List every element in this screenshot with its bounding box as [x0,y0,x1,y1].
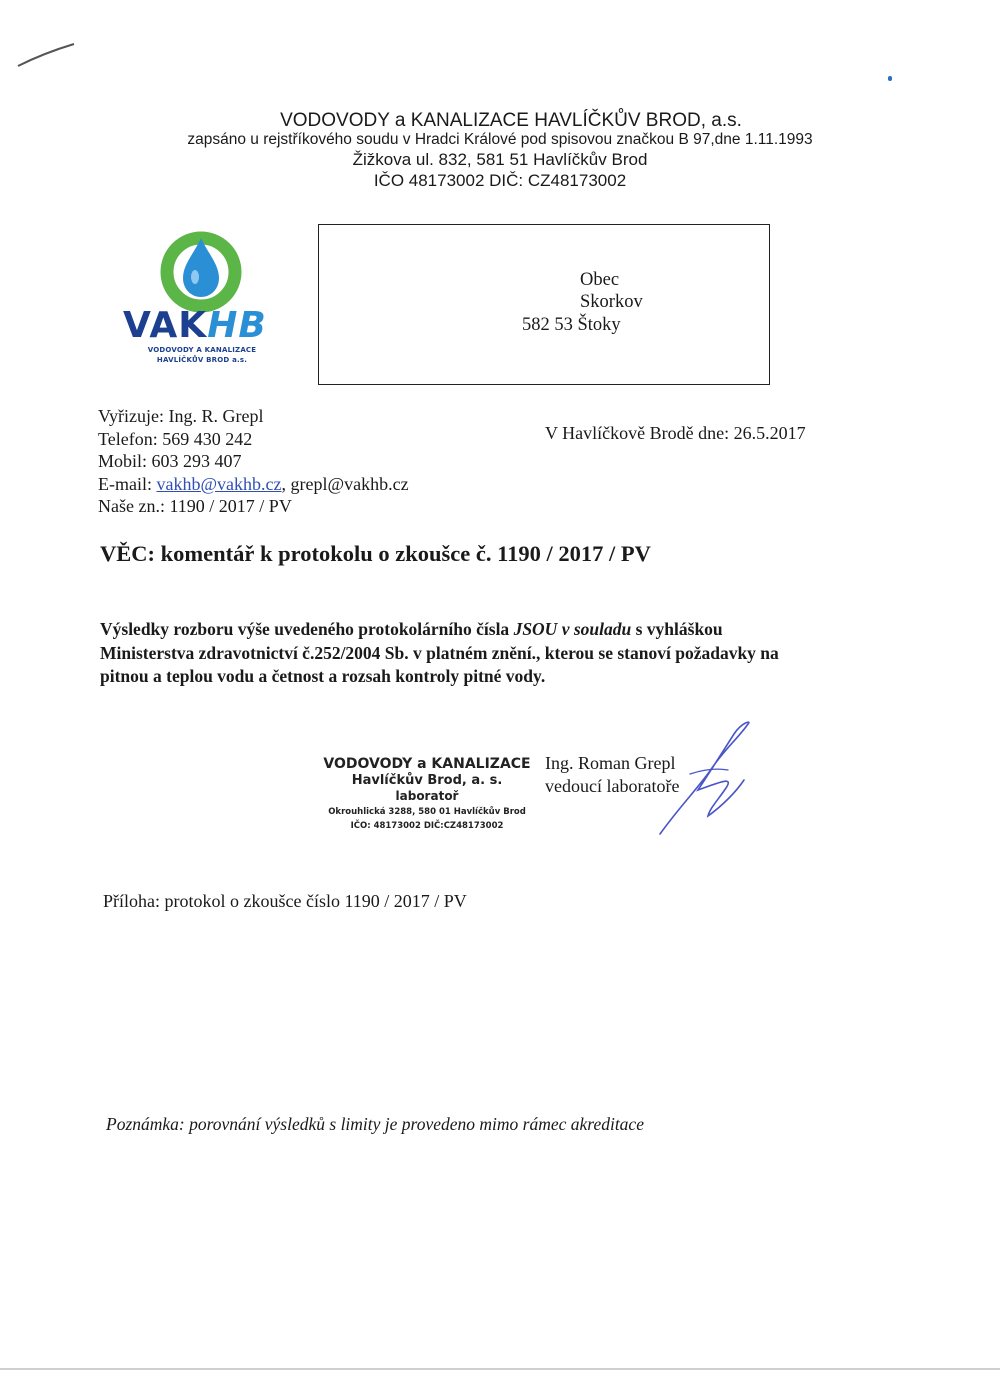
contact-reference: Naše zn.: 1190 / 2017 / PV [98,496,292,516]
body-line-3: pitnou a teplou vodu a četnost a rozsah kontroly pitné vody. [100,666,546,686]
stamp-line-3: laboratoř [395,789,459,803]
logo-vak: VAK [123,305,208,346]
body-line-1 [100,618,890,642]
scan-edge [0,1368,1000,1370]
company-address: Žižkova ul. 832, 581 51 Havlíčkův Brod [352,150,648,169]
contact-handler: Vyřizuje: Ing. R. Grepl [98,406,264,426]
company-name: VODOVODY a KANALIZACE HAVLÍČKŮV BROD, a.s. [280,110,742,131]
contact-block [98,405,538,518]
recipient-address-box [318,224,770,385]
company-ids: IČO 48173002 DIČ: CZ48173002 [373,171,627,190]
stamp-line-5: IČO: 48173002 DIČ:CZ48173002 [350,821,504,831]
laboratory-stamp [318,756,536,832]
subject-heading: VĚC: komentář k protokolu o zkoušce č. 1190 / 2017 / PV [100,541,651,566]
recipient-line-3: 582 53 Štoky [522,315,621,335]
accreditation-note: Poznámka: porovnání výsledků s limity je provedeno mimo rámec akreditace [106,1114,644,1134]
contact-phone: Telefon: 569 430 242 [98,428,253,449]
contact-email-rest: , grepl@vakhb.cz [281,473,409,494]
stamp-line-1: VODOVODY a KANALIZACE [323,756,531,772]
contact-email-line [98,473,538,496]
body-paragraph [100,618,890,689]
signatory-title: vedoucí laboratoře [545,776,680,796]
handwritten-signature [650,716,760,841]
body-text-a: Výsledky rozboru výše uvedeného protokolárního čísla [100,619,514,639]
pen-stroke-mark [14,40,78,70]
logo-subtitle-1: VODOVODY A KANALIZACE [147,346,257,354]
email-link[interactable]: vakhb@vakhb.cz [156,473,282,494]
attachment-line: Příloha: protokol o zkoušce číslo 1190 / 2017 / PV [103,891,467,911]
contact-email-prefix: E-mail: [98,473,157,494]
date-line: V Havlíčkově Brodě dne: 26.5.2017 [545,423,806,443]
registry-line: zapsáno u rejstříkového soudu v Hradci Králové pod spisovou značkou B 97,dne 1.11.1993 [187,131,813,148]
body-line-2: Ministerstva zdravotnictví č.252/2004 Sb. v platném znění., kterou se stanoví požadavky na [100,642,779,663]
body-text-b: s vyhláškou [631,619,723,639]
vakhb-logo [115,228,285,373]
recipient-line-2: Skorkov [580,292,643,312]
recipient-line-1: Obec [580,270,620,290]
body-emphasis: JSOU v souladu [513,619,632,639]
logo-subtitle-2: HAVLÍČKŮV BROD a.s. [156,356,248,364]
signatory-name: Ing. Roman Grepl [545,753,676,773]
logo-wordmark [123,306,283,346]
speck-mark [888,76,892,81]
logo-hb: HB [207,305,267,346]
stamp-line-2: Havlíčkův Brod, a. s. [351,773,503,788]
contact-mobile: Mobil: 603 293 407 [98,451,242,471]
stamp-line-4: Okrouhlická 3288, 580 01 Havlíčkův Brod [328,807,526,817]
